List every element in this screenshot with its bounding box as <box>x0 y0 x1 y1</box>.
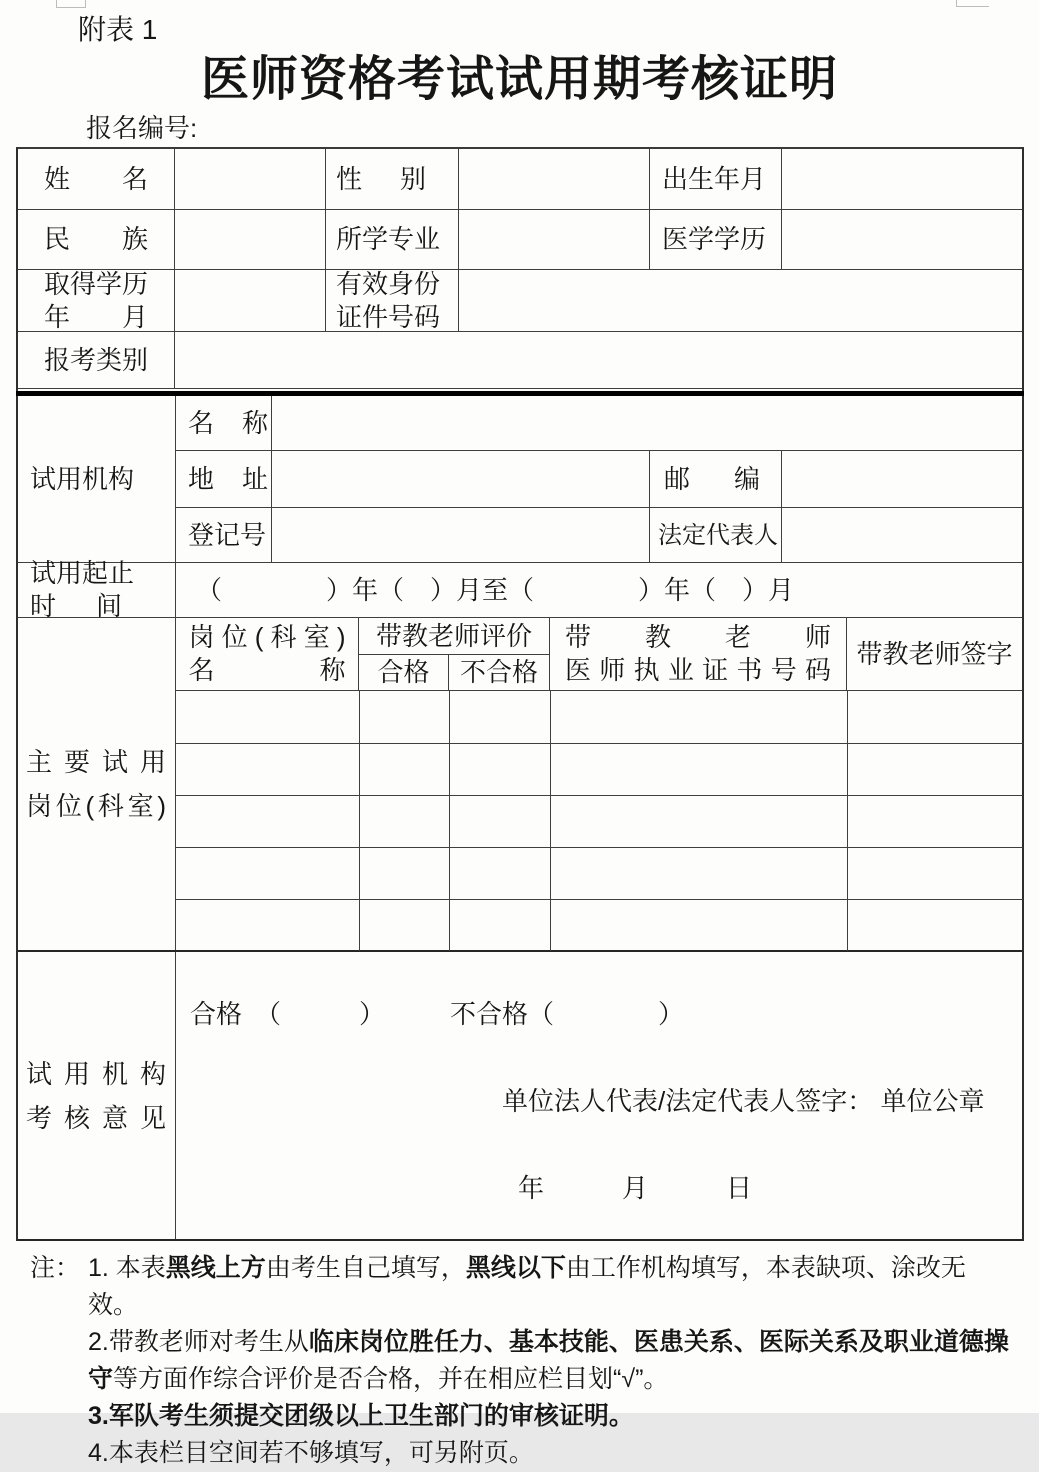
note-item: 2.带教老师对考生从临床岗位胜任力、基本技能、医患关系、医际关系及职业道德操守等方面作综合评价是否合格，并在相应栏目划“√”。 <box>88 1328 1009 1393</box>
date-line: 年 月 日 <box>518 1173 753 1203</box>
institution-name-value-cell <box>271 396 1022 450</box>
postal-code-value-cell <box>781 450 1022 507</box>
post-row-cell <box>550 795 847 847</box>
post-row-cell <box>176 691 359 743</box>
teacher-certificate-header: 带教老师 医师执业证书号码 <box>549 618 846 690</box>
notes-prefix: 注： <box>30 1254 81 1282</box>
gender-label: 性别 <box>325 149 458 209</box>
gender-value-cell <box>458 149 649 209</box>
post-row-cell <box>176 743 359 795</box>
degree-date-value-cell <box>174 269 325 331</box>
fail-column-header: 不合格 <box>448 654 549 690</box>
legal-representative-label: 法定代表人 <box>649 507 781 562</box>
post-row-cell <box>359 743 449 795</box>
post-row-cell <box>449 691 550 743</box>
institution-address-label: 地址 <box>175 450 271 507</box>
post-row-cell <box>449 899 550 951</box>
birth-date-label: 出生年月 <box>649 149 781 209</box>
registration-id-label: 登记号 <box>175 507 271 562</box>
ethnicity-label: 民族 <box>18 209 174 269</box>
post-row-cell <box>449 795 550 847</box>
note-item: 1. 本表黑线上方由考生自己填写，黑线以下由工作机构填写，本表缺项、涂改无效。 <box>88 1254 966 1319</box>
post-row-cell <box>176 795 359 847</box>
probation-posts-section <box>18 618 1022 952</box>
appendix-tag: 附表 1 <box>78 14 158 45</box>
post-row-cell <box>359 691 449 743</box>
page-title: 医师资格考试试用期考核证明 <box>200 53 838 106</box>
post-row-cell <box>847 691 1023 743</box>
medical-education-label: 医学学历 <box>649 209 781 269</box>
post-row-cell <box>847 847 1023 899</box>
scan-artifact-top-left <box>56 0 86 8</box>
legal-representative-value-cell <box>781 507 1022 562</box>
notes-list <box>88 1250 1010 1472</box>
post-row-cell <box>847 899 1023 951</box>
post-name-column-header: 岗位(科室) 名称 <box>175 618 358 690</box>
pass-column-header: 合格 <box>358 654 448 690</box>
post-row-cell <box>176 847 359 899</box>
institution-label: 试用机构 <box>30 463 135 494</box>
probation-institution-section <box>18 396 1022 621</box>
post-row-cell <box>550 847 847 899</box>
post-empty-rows <box>175 690 1022 950</box>
legal-representative-signature-line: 单位法人代表/法定代表人签字： 单位公章 <box>502 1086 985 1116</box>
assessment-opinion-section <box>18 952 1022 1241</box>
assessment-content-cell <box>175 952 1022 1239</box>
note-item: 4.本表栏目空间若不够填写，可另附页。 <box>88 1439 534 1467</box>
post-row-cell <box>847 743 1023 795</box>
id-number-label: 有效身份 证件号码 <box>325 269 458 331</box>
registration-number-label: 报名编号: <box>86 113 198 143</box>
post-row-cell <box>359 847 449 899</box>
major-value-cell <box>458 209 649 269</box>
name-label: 姓名 <box>44 163 148 194</box>
post-row-cell <box>359 795 449 847</box>
assessment-form-table <box>16 147 1024 1241</box>
major-label: 所学专业 <box>325 209 458 269</box>
post-row-cell <box>449 743 550 795</box>
applicant-info-section <box>18 149 1022 389</box>
assessment-side-label: 试用机构 考核意见 <box>26 1058 166 1133</box>
post-row-cell <box>550 691 847 743</box>
institution-address-value-cell <box>271 450 649 507</box>
birth-date-value-cell <box>781 149 1022 209</box>
name-value-cell <box>174 149 325 209</box>
scan-artifact-top-right <box>956 0 989 7</box>
probation-period-label: 试用起止 时间 <box>18 562 175 617</box>
post-row-cell <box>550 743 847 795</box>
teacher-evaluation-header: 带教老师评价 <box>358 618 549 654</box>
note-item: 3.军队考生须提交团级以上卫生部门的审核证明。 <box>88 1402 634 1430</box>
post-row-cell <box>176 899 359 951</box>
post-row-cell <box>550 899 847 951</box>
postal-code-label: 邮编 <box>649 450 781 507</box>
main-posts-side-label: 主要试用 岗位(科室) <box>26 747 166 821</box>
footnotes <box>30 1250 1010 1472</box>
post-row-cell <box>449 847 550 899</box>
probation-period-value: （ ）年（ ）月至（ ）年（ ）月 <box>175 562 1022 617</box>
degree-date-label: 取得学历 年月 <box>18 269 174 331</box>
post-row-cell <box>847 795 1023 847</box>
id-number-value-cell <box>458 269 1022 331</box>
medical-education-value-cell <box>781 209 1022 269</box>
pass-fail-checkline: 合格 （ ） 不合格（ ） <box>190 999 685 1029</box>
registration-id-value-cell <box>271 507 649 562</box>
institution-name-label: 名称 <box>175 396 271 450</box>
ethnicity-value-cell <box>174 209 325 269</box>
post-row-cell <box>359 899 449 951</box>
teacher-signature-header: 带教老师签字 <box>846 618 1022 690</box>
exam-category-label: 报考类别 <box>18 331 174 388</box>
exam-category-value-cell <box>174 331 1022 388</box>
